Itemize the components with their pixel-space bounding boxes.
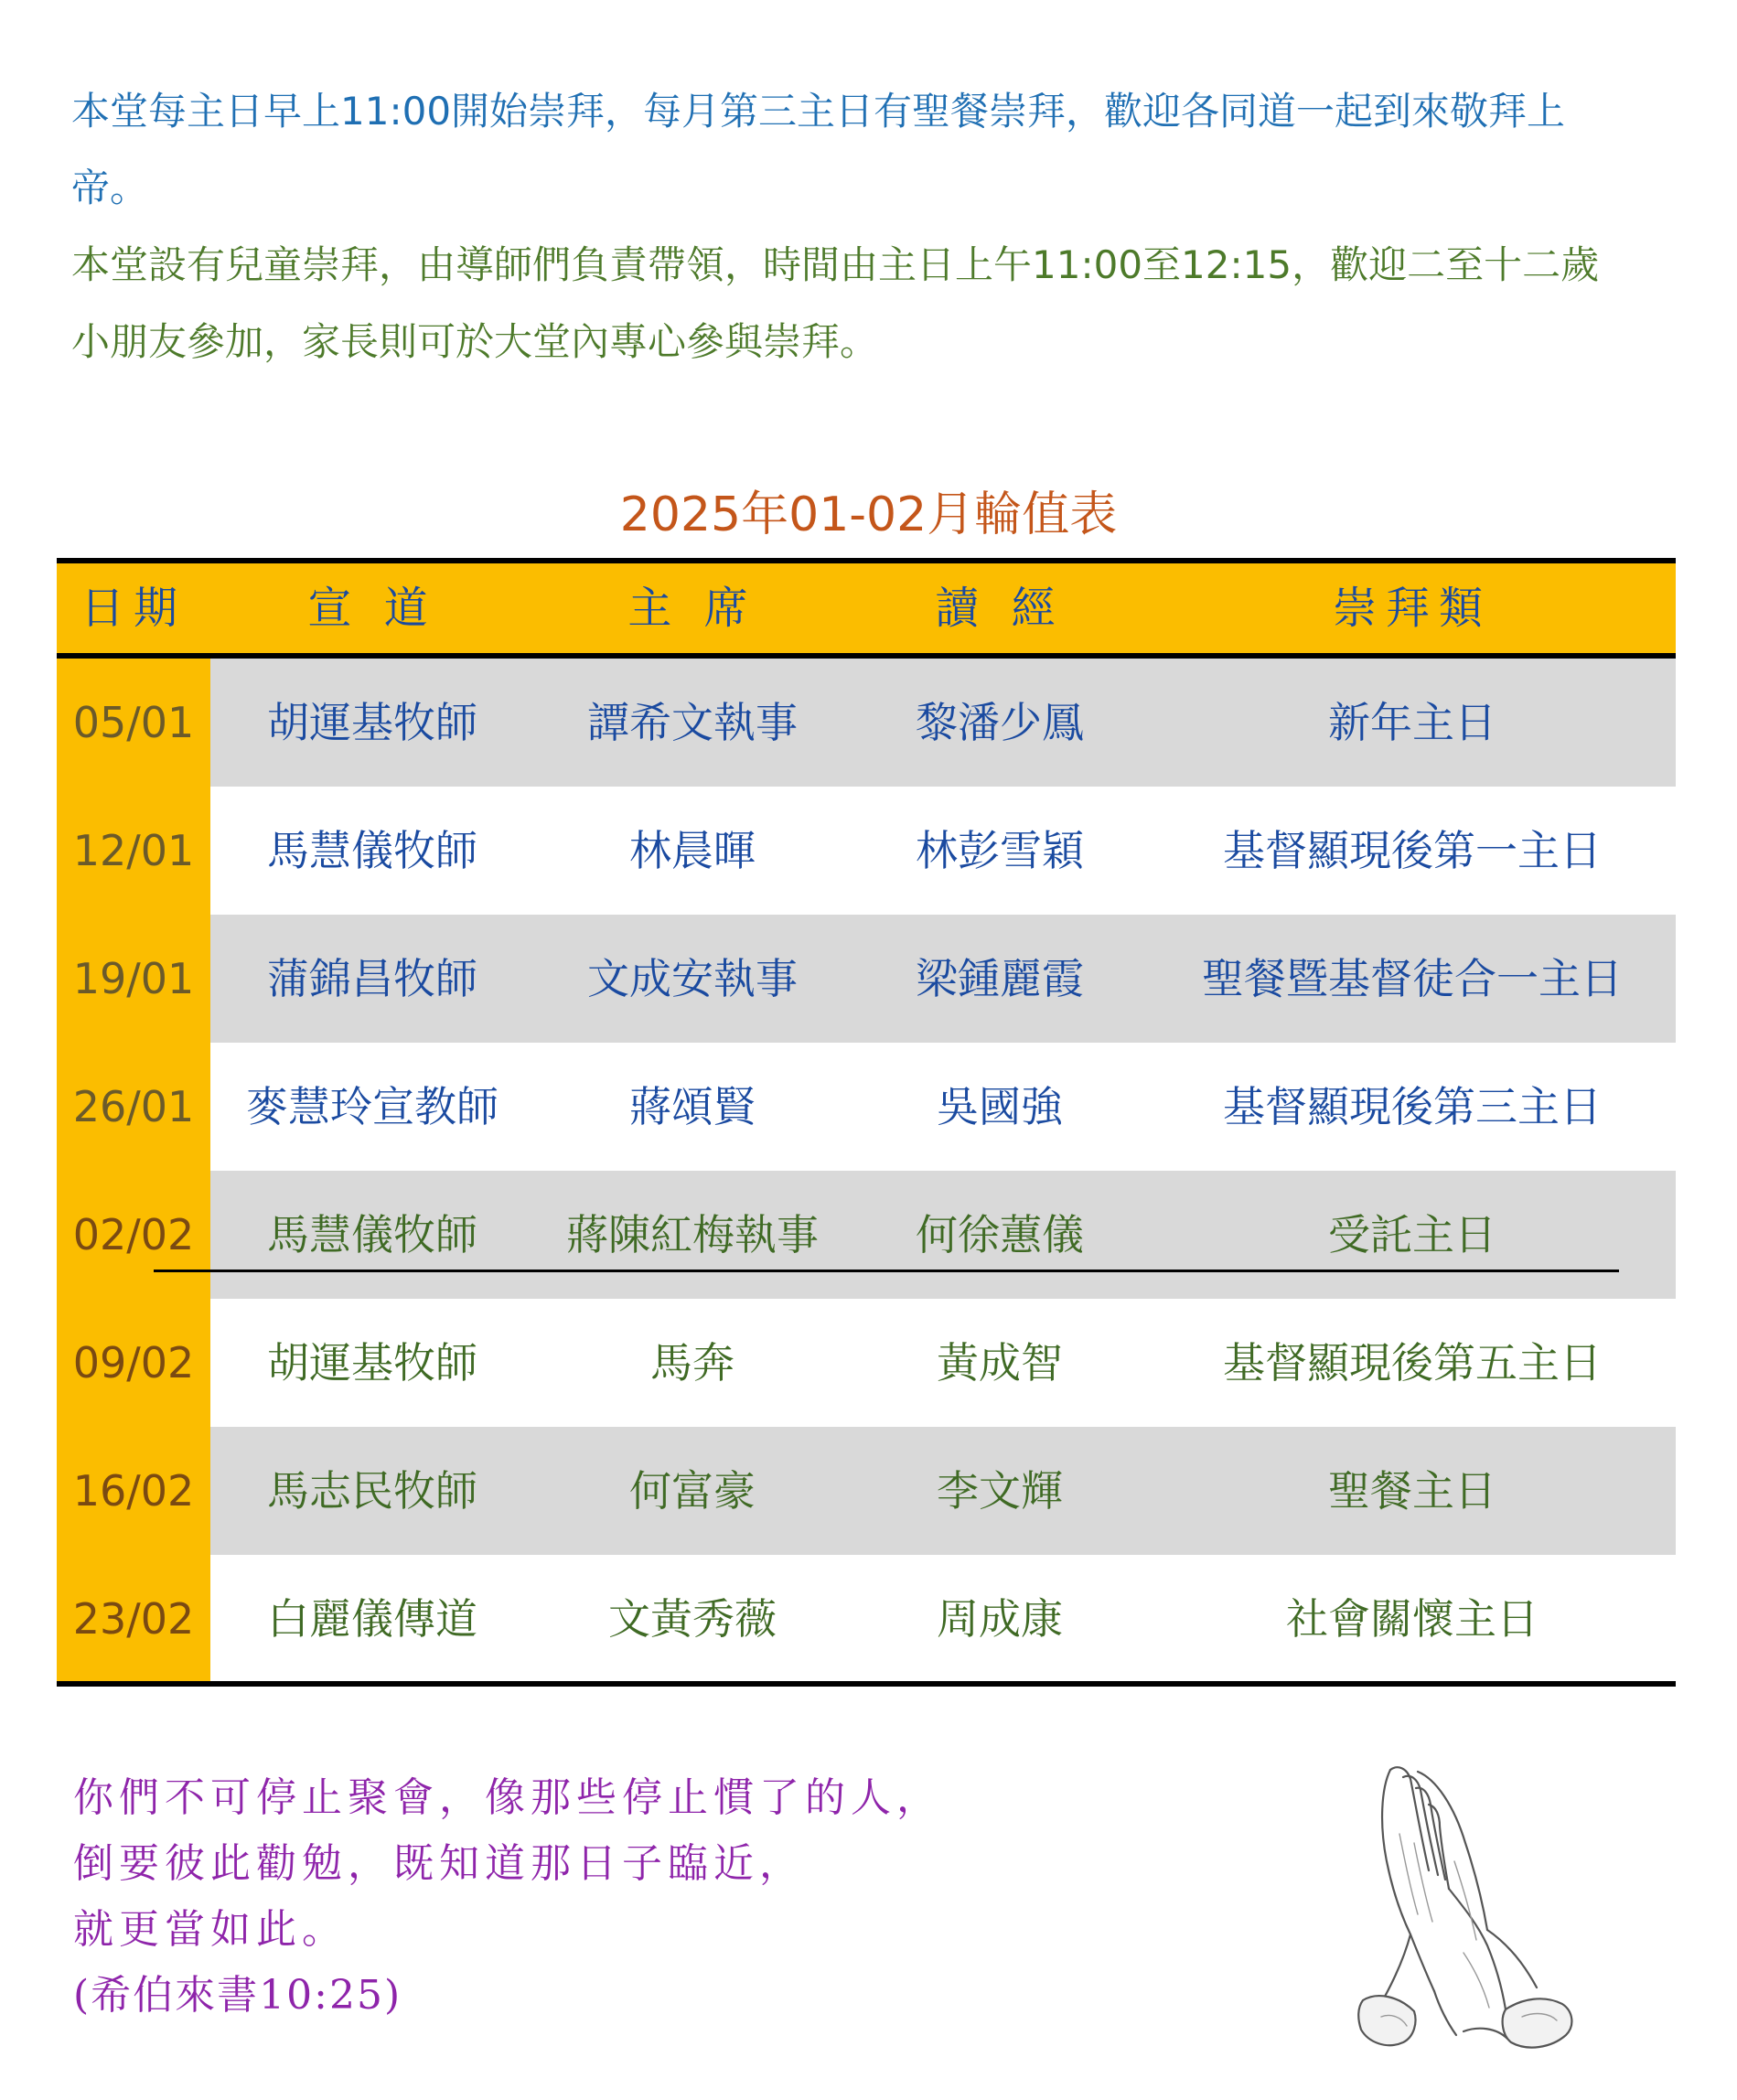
row-service-type: 聖餐暨基督徒合一主日 — [1202, 954, 1623, 1003]
worship-notice-line-1: 本堂每主日早上11:00開始崇拜，每月第三主日有聖餐崇拜，歡迎各同道一起到來敬拜上 — [71, 89, 1566, 134]
verse-reference: (希伯來書10:25) — [73, 1972, 402, 2019]
month-divider — [154, 1270, 1619, 1272]
roster-title: 2025年01-02月輪值表 — [619, 488, 1118, 542]
children-worship-notice — [71, 227, 1681, 380]
row-service-type: 基督顯現後第五主日 — [1223, 1338, 1602, 1388]
table-row — [57, 1427, 1676, 1555]
row-date: 02/02 — [72, 1210, 195, 1259]
row-service-type: 聖餐主日 — [1328, 1466, 1496, 1516]
table-row — [57, 1171, 1676, 1299]
scripture-verse — [73, 1765, 942, 2029]
row-service-type: 社會關懷主日 — [1286, 1594, 1539, 1644]
row-date: 12/01 — [72, 826, 195, 875]
header-reader: 讀 經 — [935, 583, 1065, 634]
worship-notice — [71, 73, 1681, 227]
row-date: 23/02 — [72, 1594, 195, 1644]
row-date: 09/02 — [72, 1338, 195, 1388]
children-notice-line-1: 本堂設有兒童崇拜，由導師們負責帶領，時間由主日上午11:00至12:15，歡迎二至十二歲 — [71, 242, 1600, 287]
row-date: 16/02 — [72, 1466, 195, 1516]
row-preacher: 麥慧玲宣教師 — [246, 1082, 499, 1131]
table-row — [57, 1555, 1676, 1683]
row-reader: 梁鍾麗霞 — [916, 954, 1084, 1003]
row-preacher: 胡運基牧師 — [267, 1338, 477, 1388]
row-reader: 黎潘少鳳 — [916, 698, 1084, 747]
row-preacher: 馬志民牧師 — [267, 1466, 477, 1516]
row-chair: 蔣陳紅梅執事 — [566, 1210, 819, 1259]
verse-line-3: 就更當如此。 — [73, 1906, 348, 1953]
row-preacher: 馬慧儀牧師 — [267, 826, 477, 875]
row-reader: 黃成智 — [937, 1338, 1063, 1388]
children-notice-line-2: 小朋友參加，家長則可於大堂內專心參與崇拜。 — [71, 319, 879, 364]
header-preacher: 宣 道 — [307, 583, 437, 634]
row-date: 26/01 — [72, 1082, 195, 1131]
table-top-rule — [57, 558, 1676, 563]
row-date: 19/01 — [72, 954, 195, 1003]
row-reader: 何徐蕙儀 — [916, 1210, 1084, 1259]
header-chair: 主 席 — [627, 583, 757, 634]
row-reader: 周成康 — [937, 1594, 1063, 1644]
header-date: 日期 — [80, 583, 187, 634]
row-reader: 吳國強 — [937, 1082, 1063, 1131]
row-service-type: 受託主日 — [1328, 1210, 1496, 1259]
row-reader: 林彭雪穎 — [916, 826, 1084, 875]
row-date: 05/01 — [72, 698, 195, 747]
header-service-type: 崇拜類 — [1332, 583, 1492, 634]
row-service-type: 基督顯現後第三主日 — [1223, 1082, 1602, 1131]
verse-line-2: 倒要彼此勸勉，既知道那日子臨近， — [73, 1840, 805, 1887]
row-preacher: 馬慧儀牧師 — [267, 1210, 477, 1259]
table-row — [57, 659, 1676, 787]
row-reader: 李文輝 — [937, 1466, 1063, 1516]
table-row — [57, 787, 1676, 915]
table-row — [57, 1299, 1676, 1427]
row-chair: 文成安執事 — [587, 954, 798, 1003]
worship-notice-line-2: 帝。 — [71, 166, 149, 210]
table-row — [57, 915, 1676, 1043]
row-chair: 馬奔 — [650, 1338, 734, 1388]
praying-hands-icon — [1326, 1752, 1619, 2062]
row-preacher: 白麗儀傳道 — [267, 1594, 477, 1644]
roster-header-row — [57, 563, 1676, 653]
row-chair: 蔣頌賢 — [629, 1082, 756, 1131]
row-service-type: 新年主日 — [1328, 698, 1496, 747]
row-service-type: 基督顯現後第一主日 — [1223, 826, 1602, 875]
row-chair: 林晨暉 — [629, 826, 756, 875]
table-bottom-rule — [57, 1681, 1676, 1687]
row-preacher: 蒲錦昌牧師 — [267, 954, 477, 1003]
row-chair: 譚希文執事 — [587, 698, 798, 747]
row-preacher: 胡運基牧師 — [267, 698, 477, 747]
row-chair: 何富豪 — [629, 1466, 756, 1516]
duty-roster-table — [57, 558, 1676, 1687]
row-chair: 文黃秀薇 — [608, 1594, 777, 1644]
table-row — [57, 1043, 1676, 1171]
verse-line-1: 你們不可停止聚會，像那些停止慣了的人， — [73, 1774, 942, 1821]
